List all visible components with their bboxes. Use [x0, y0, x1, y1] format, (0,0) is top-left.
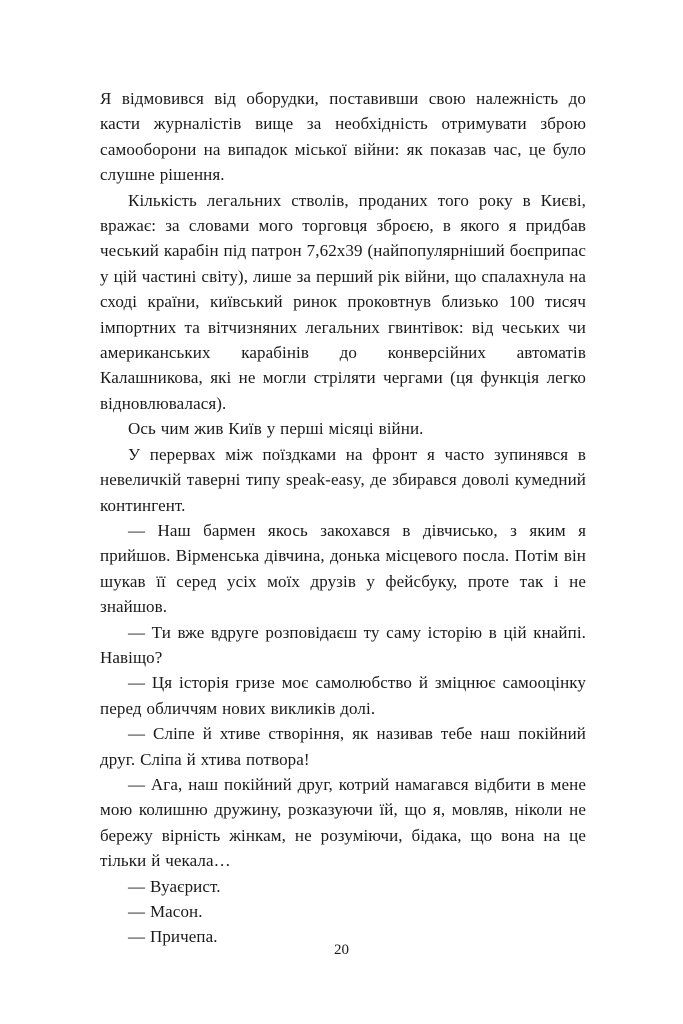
paragraph-1: Я відмовився від оборудки, поставивши свою належність до касти журналістів вище за необхідність отримувати зброю самооборони на випадок міської війни: як показав час, це було слушне рішення. [100, 89, 586, 185]
paragraph-9-dialogue: — Ага, наш покійний друг, котрий намагався відбити в мене мою колишню дружину, розказуючи їй, що я, мовляв, ніколи не бережу вірність жінкам, не розуміючи, бідака, що вона на це тільки й чекала… [100, 774, 586, 871]
paragraph-3: Ось чим жив Київ у перші місяці війни. [128, 419, 424, 439]
paragraph-5-dialogue: — Наш бармен якось закохався в дівчисько, з яким я прийшов. Вірменська дівчина, донька місцевого посла. Потім він шукав її серед усіх моїх друзів у фейсбуку, проте так і не знайшов. [100, 520, 586, 617]
page-number: 20 [334, 942, 349, 958]
paragraph-8-dialogue: — Сліпе й хтиве створіння, як називав тебе наш покійний друг. Сліпа й хтива потвора! [100, 724, 586, 769]
paragraph-4: У перервах між поїздками на фронт я часто зупинявся в невеличкій таверні типу speak-easy, де збирався доволі кумедний контингент. [100, 444, 586, 515]
paragraph-6-dialogue: — Ти вже вдруге розповідаєш ту саму історію в цій кнайпі. Навіщо? [100, 622, 586, 667]
paragraph-11-dialogue: — Масон. [128, 902, 203, 921]
paragraph-10-dialogue: — Вуаєрист. [128, 876, 221, 896]
paragraph-2: Кількість легальних стволів, проданих того року в Києві, вражає: за словами мого торговця зброєю, в якого я придбав чеський карабін під патрон 7,62x39 (найпопулярніший боєприпас у цій частині світу), лише за перший рік війни, що спалахнула на сході країни, київський ринок проковтнув близько 100 тисяч імпортних та вітчизняних легальних гвинтівок: від чеських чи американських карабінів до конверсійних автоматів Калашникова, які не могли стріляти чергами (ця функція легко відновлювалася). [100, 190, 586, 413]
paragraph-7-dialogue: — Ця історія гризе моє самолюбство й зміцнює самооцінку перед обличчям нових викликів долі. [100, 673, 586, 718]
paragraph-12-dialogue: — Причепа. [128, 927, 218, 947]
text-block [100, 86, 586, 950]
